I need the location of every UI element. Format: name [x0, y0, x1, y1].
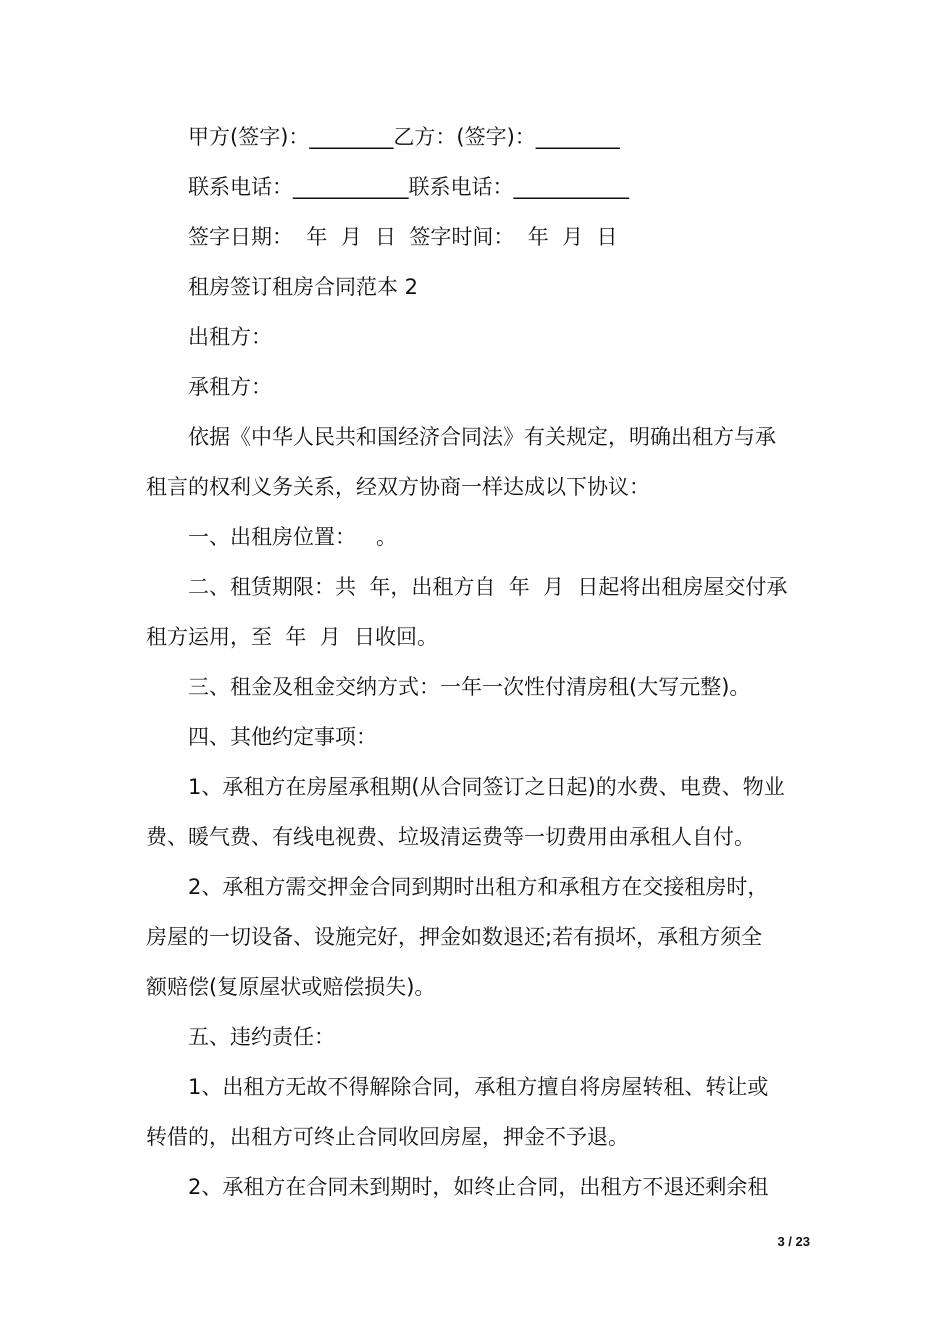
page-number: 3 / 23 [777, 1234, 810, 1249]
signature-date-line: 签字日期： 年 月 日 签字时间： 年 月 日 [188, 225, 618, 249]
clause-5-item-1-line-1: 1、出租方无故不得解除合同，承租方擅自将房屋转租、转让或 [188, 1075, 769, 1099]
clause-2-term-line-1: 二、租赁期限：共 年，出租方自 年 月 日起将出租房屋交付承 [188, 575, 788, 599]
signature-line-parties: 甲方(签字)：________乙方：(签字)：________ [188, 125, 620, 149]
contract-title: 租房签订租房合同范本 2 [188, 275, 419, 299]
lessee-label: 承租方： [188, 375, 272, 399]
clause-2-term-line-2: 租方运用，至 年 月 日收回。 [146, 625, 439, 649]
clause-5-item-2-line-1: 2、承租方在合同未到期时，如终止合同，出租方不退还剩余租 [188, 1175, 769, 1199]
contact-phone-line: 联系电话：___________联系电话：___________ [188, 175, 629, 199]
clause-5-item-1-line-2: 转借的，出租方可终止合同收回房屋，押金不予退。 [146, 1125, 629, 1149]
clause-4-item-2-line-3: 额赔偿(复原屋状或赔偿损失)。 [146, 975, 436, 999]
clause-4-item-1-line-2: 费、暖气费、有线电视费、垃圾清运费等一切费用由承租人自付。 [146, 825, 755, 849]
clause-4-heading: 四、其他约定事项： [188, 725, 377, 749]
lessor-label: 出租方： [188, 325, 272, 349]
clause-3-rent: 三、租金及租金交纳方式：一年一次性付清房租(大写元整)。 [188, 675, 751, 699]
clause-1-location: 一、出租房位置： 。 [188, 525, 398, 549]
clause-4-item-2-line-1: 2、承租方需交押金合同到期时出租方和承租方在交接租房时， [188, 875, 769, 899]
clause-4-item-1-line-1: 1、承租方在房屋承租期(从合同签订之日起)的水费、电费、物业 [188, 775, 785, 799]
intro-paragraph-line-2: 租言的权利义务关系，经双方协商一样达成以下协议： [146, 475, 650, 499]
clause-5-heading: 五、违约责任： [188, 1025, 335, 1049]
intro-paragraph-line-1: 依据《中华人民共和国经济合同法》有关规定，明确出租方与承 [188, 425, 776, 449]
clause-4-item-2-line-2: 房屋的一切设备、设施完好，押金如数退还;若有损坏，承租方须全 [146, 925, 763, 949]
